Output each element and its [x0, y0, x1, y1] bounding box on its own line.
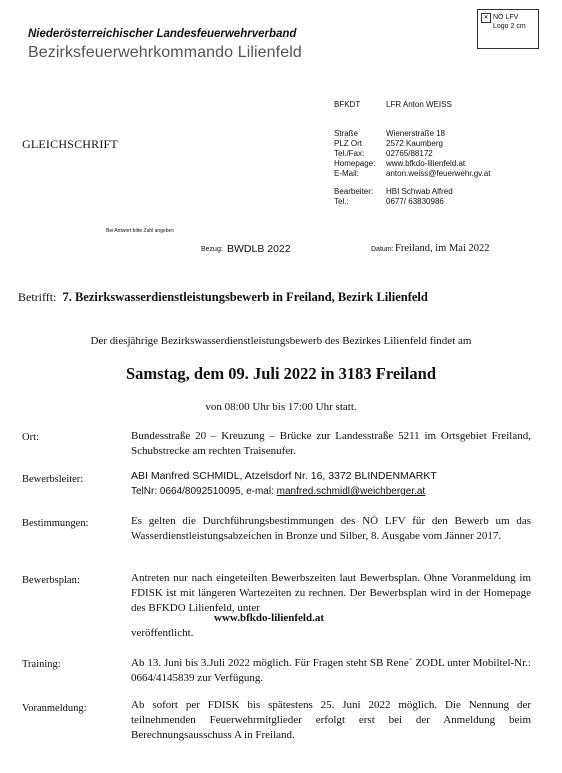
- homepage-value[interactable]: www.bfkdo-lilienfeld.at: [386, 159, 466, 168]
- tel2-label: Tel.:: [334, 197, 349, 206]
- voranmeldung-label: Voranmeldung:: [22, 703, 87, 714]
- bearbeiter-value: HBI Schwab Alfred: [386, 187, 453, 196]
- event-date: Samstag, dem 09. Juli 2022 in 3183 Freiland: [125, 364, 436, 383]
- homepage-label: Homepage:: [334, 159, 376, 168]
- bfkdt-label: BFKDT: [334, 100, 361, 109]
- subject-line: [18, 290, 428, 305]
- gleichschrift-heading: GLEICHSCHRIFT: [22, 137, 118, 151]
- subject-text: 7. Bezirkswasserdienstleistungsbewerb in Freiland, Bezirk Lilienfeld: [62, 290, 428, 304]
- bewerbsplan-url[interactable]: www.bfkdo-lilienfeld.at: [214, 612, 325, 624]
- image-placeholder-icon: ✕: [481, 13, 491, 23]
- logo-placeholder: [477, 9, 539, 49]
- org-name: Niederösterreichischer Landesfeuerwehrverband: [28, 28, 297, 40]
- bezug-value: BWDLB 2022: [227, 243, 291, 255]
- email-value[interactable]: anton.weiss@feuerwehr.gv.at: [386, 169, 491, 178]
- bezug-label: Bezug:: [201, 246, 223, 253]
- bewerbsplan-end: veröffentlicht.: [131, 627, 194, 639]
- intro-text: Der diesjährige Bezirkswasserdienstleistungsbewerb des Bezirkes Lilienfeld findet am: [90, 335, 472, 347]
- strasse-value: Wienerstraße 18: [386, 129, 446, 138]
- bestimmungen-label: Bestimmungen:: [22, 518, 89, 529]
- training-text: Ab 13. Juni bis 3.Juli 2022 möglich. Für Fragen steht SB Rene` ZODL unter Mobiltel-Nr.: 0664/4145839 zur Verfügung.: [131, 657, 531, 684]
- strasse-label: Straße: [334, 129, 359, 138]
- tel-label: Tel./Fax:: [334, 149, 365, 158]
- plz-value: 2572 Kaumberg: [386, 139, 443, 148]
- bestimmungen-text: Es gelten die Durchführungsbestimmungen des NÖ LFV für den Bewerb um das Wasserdienstleistungsabzeichen in Bronze und Silber, 8. Ausgabe vom Jänner 2017.: [131, 515, 531, 542]
- leiter-label: Bewerbsleiter:: [22, 474, 84, 485]
- antwort-note: Bei Antwort bitte Zahl angeben: [106, 228, 175, 234]
- subject-label: Betrifft:: [18, 290, 57, 304]
- leiter-tel: TelNr: 0664/8092510095, e-mal:: [131, 486, 277, 497]
- datum-value: Freiland, im Mai 2022: [395, 243, 490, 254]
- leiter-email-link[interactable]: manfred.schmidl@weichberger.at: [276, 486, 426, 497]
- bewerbsplan-text: Antreten nur nach eingeteilten Bewerbszeiten laut Bewerbsplan. Ohne Voranmeldung im FDISK ist mit längeren Wartezeiten zu rechnen. Der Bewerbsplan wird in der Homepage des BFKDO Lilienfeld, unter: [131, 572, 531, 614]
- logo-label: NÖ LFV Logo 2 cm: [493, 14, 526, 30]
- ort-label: Ort:: [22, 432, 39, 443]
- event-time: von 08:00 Uhr bis 17:00 Uhr statt.: [205, 401, 357, 413]
- plz-label: PLZ Ort: [334, 139, 363, 148]
- bearbeiter-label: Bearbeiter:: [334, 187, 374, 196]
- tel2-value: 0677/ 63830986: [386, 197, 444, 206]
- tel-value: 02765/88172: [386, 149, 433, 158]
- datum-label: Datum:: [371, 246, 394, 253]
- training-label: Training:: [22, 659, 61, 670]
- voranmeldung-text: Ab sofort per FDISK bis spätestens 25. Juni 2022 möglich. Die Nennung der teilnehmenden Feuerwehrmitglieder erfolgt erst bei der Anmeldung beim Berechnungsausschuss A in Freiland.: [131, 699, 531, 741]
- leiter-contact: [131, 486, 425, 497]
- email-label: E-Mail:: [334, 169, 359, 178]
- org-district: Bezirksfeuerwehrkommando Lilienfeld: [28, 44, 302, 61]
- bfkdt-name: LFR Anton WEISS: [386, 100, 452, 109]
- ort-text: Bundesstraße 20 – Kreuzung – Brücke zur Landesstraße 5211 im Ortsgebiet Freiland, Schubstrecke am rechten Traisenufer.: [131, 430, 531, 457]
- bewerbsplan-label: Bewerbsplan:: [22, 575, 80, 586]
- leiter-address: ABI Manfred SCHMIDL, Atzelsdorf Nr. 16, 3372 BLINDENMARKT: [131, 470, 437, 482]
